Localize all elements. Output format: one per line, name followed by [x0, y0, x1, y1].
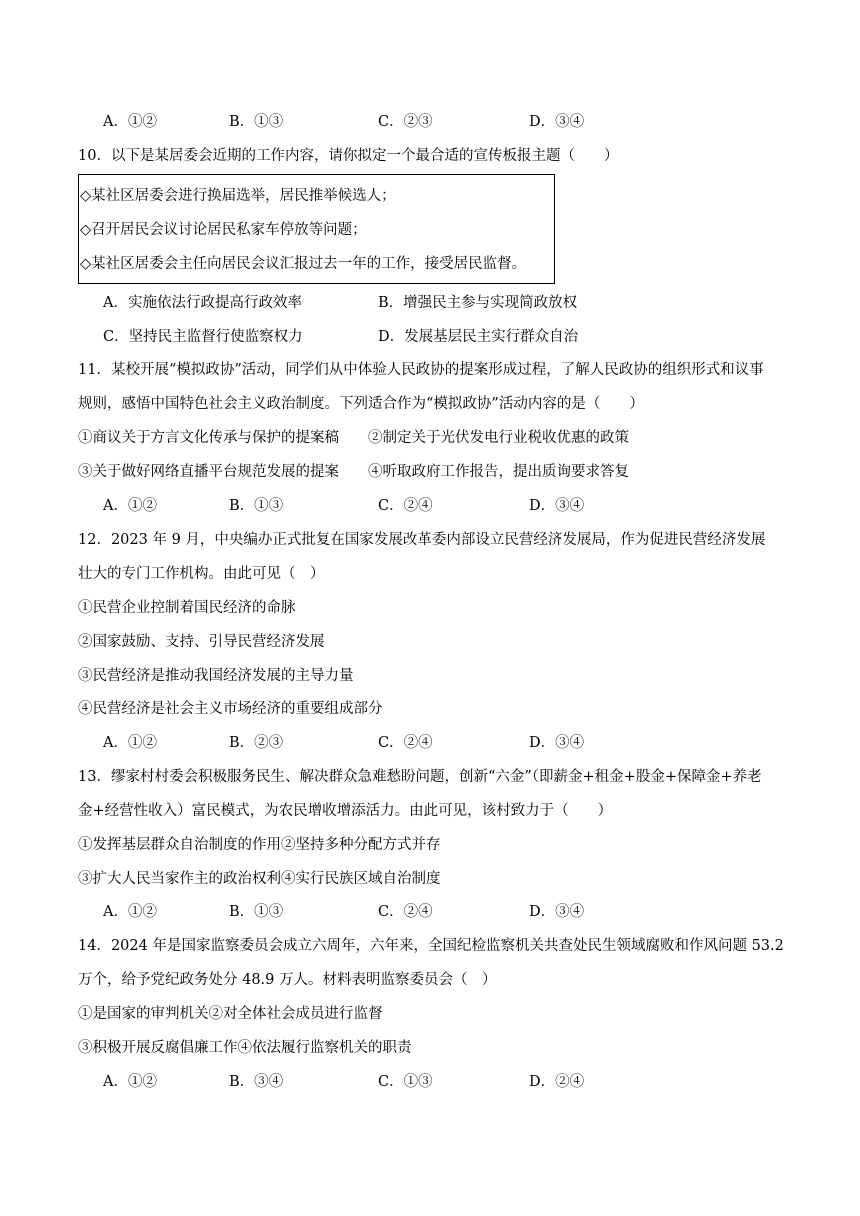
statement-line: ①民营企业控制着国民经济的命脉: [78, 600, 296, 616]
option-b: B．①③: [229, 498, 284, 514]
option-c: C．②④: [378, 735, 433, 751]
question-stem: 14．2024 年是国家监察委员会成立六周年，六年来，全国纪检监察机关共查处民生领域腐败和作风问题 53.2: [78, 938, 784, 954]
option-a: A．①②: [103, 498, 157, 514]
option-c: C．②③: [378, 114, 433, 130]
option-a: A．①②: [103, 114, 157, 130]
option-c: C．②④: [378, 498, 433, 514]
option-b: B．增强民主参与实现简政放权: [378, 295, 578, 311]
statement-line: ①商议关于方言文化传承与保护的提案稿 ②制定关于光伏发电行业税收优惠的政策: [78, 430, 629, 446]
question-stem: 11．某校开展“模拟政协”活动，同学们从中体验人民政协的提案形成过程，了解人民政协的组织形式和议事: [78, 362, 764, 378]
option-d: D．③④: [529, 904, 585, 920]
option-d: D．③④: [529, 498, 585, 514]
statement-line: ③民营经济是推动我国经济发展的主导力量: [78, 668, 354, 684]
material-line: ◇某社区居委会主任向居民会议汇报过去一年的工作，接受居民监督。: [80, 256, 527, 272]
option-d: D．发展基层民主实行群众自治: [378, 329, 579, 345]
option-b: B．②③: [229, 735, 284, 751]
option-c: C．坚持民主监督行使监察权力: [103, 329, 303, 345]
statement-line: ③关于做好网络直播平台规范发展的提案 ④听取政府工作报告，提出质询要求答复: [78, 464, 629, 480]
option-d: D．②④: [529, 1074, 585, 1090]
statement-line: ②国家鼓励、支持、引导民营经济发展: [78, 634, 325, 650]
statement-line: ①是国家的审判机关②对全体社会成员进行监督: [78, 1006, 383, 1022]
option-b: B．①③: [229, 114, 284, 130]
material-line: ◇召开居民会议讨论居民私家车停放等问题；: [80, 222, 367, 238]
material-line: ◇某社区居委会进行换届选举，居民推举候选人；: [80, 188, 396, 204]
statement-line: ①发挥基层群众自治制度的作用②坚持多种分配方式并存: [78, 837, 441, 853]
question-stem: 12．2023 年 9 月，中央编办正式批复在国家发展改革委内部设立民营经济发展局，作为促进民营经济发展: [78, 532, 766, 548]
question-stem: 金+经营性收入）富民模式，为农民增收增添活力。由此可见，该村致力于（ ）: [78, 803, 613, 819]
option-b: B．①③: [229, 904, 284, 920]
option-d: D．③④: [529, 114, 585, 130]
question-stem: 13．缪家村村委会积极服务民生、解决群众急难愁盼问题，创新“六金”（即薪金+租金+股金+保障金+养老: [78, 769, 762, 785]
statement-line: ③扩大人民当家作主的政治权利④实行民族区域自治制度: [78, 871, 441, 887]
option-b: B．③④: [229, 1074, 284, 1090]
question-stem: 壮大的专门工作机构。由此可见（ ）: [78, 566, 325, 582]
statement-line: ③积极开展反腐倡廉工作④依法履行监察机关的职责: [78, 1040, 412, 1056]
option-d: D．③④: [529, 735, 585, 751]
statement-line: ④民营经济是社会主义市场经济的重要组成部分: [78, 701, 383, 717]
question-stem: 万个，给予党纪政务处分 48.9 万人。材料表明监察委员会（ ）: [78, 972, 497, 988]
option-a: A．①②: [103, 904, 157, 920]
option-a: A．①②: [103, 1074, 157, 1090]
option-c: C．①③: [378, 1074, 433, 1090]
question-stem: 规则，感悟中国特色社会主义政治制度。下列适合作为“模拟政协”活动内容的是（ ）: [78, 396, 644, 412]
option-a: A．实施依法行政提高行政效率: [103, 295, 302, 311]
question-stem: 10．以下是某居委会近期的工作内容，请你拟定一个最合适的宣传板报主题（ ）: [78, 148, 619, 164]
option-a: A．①②: [103, 735, 157, 751]
option-c: C．②④: [378, 904, 433, 920]
